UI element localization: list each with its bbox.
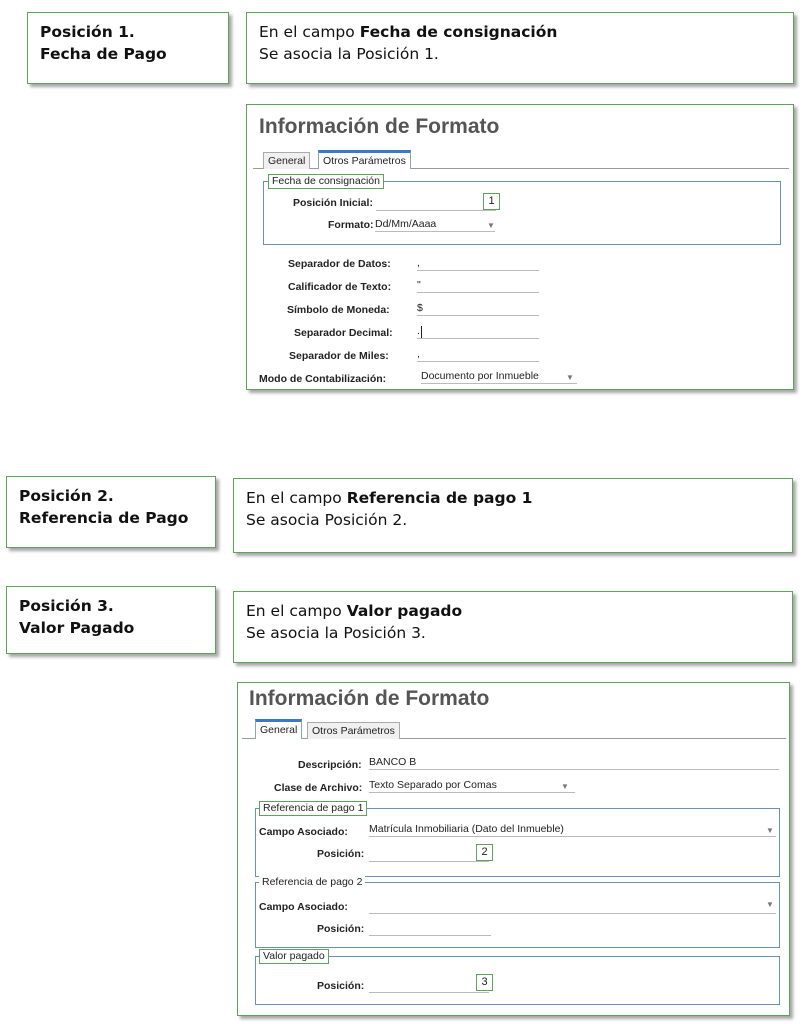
ref1-campo-label: Campo Asociado: <box>259 826 348 838</box>
step2-desc-field: Referencia de pago 1 <box>346 489 533 507</box>
fieldset-fecha-consignacion <box>263 181 781 245</box>
valor-posicion-label: Posición: <box>317 980 365 992</box>
position-badge-3: 3 <box>476 974 493 991</box>
step1-desc-field: Fecha de consignación <box>359 23 558 41</box>
step3-desc-field: Valor pagado <box>346 602 463 620</box>
step3-desc-box <box>233 591 793 663</box>
step2-desc-box <box>233 478 793 553</box>
step2-label <box>7 477 215 529</box>
step3-label-line2: Valor Pagado <box>19 619 135 637</box>
fieldset-referencia-pago-2 <box>255 882 780 948</box>
separador-decimal-input[interactable]: . <box>417 325 539 339</box>
step3-desc-line2: Se asocia la Posición 3. <box>246 624 426 642</box>
formato-select[interactable]: Dd/Mm/Aaaa <box>375 218 495 232</box>
step2-desc-line2: Se asocia Posición 2. <box>246 511 408 529</box>
ref2-posicion-label: Posición: <box>317 923 365 935</box>
chevron-down-icon[interactable]: ▼ <box>766 826 774 835</box>
panel2-title: Información de Formato <box>249 687 490 710</box>
chevron-down-icon[interactable]: ▼ <box>487 221 495 230</box>
step3-label <box>7 587 215 639</box>
step2-label-line2: Referencia de Pago <box>19 509 189 527</box>
simbolo-moneda-input[interactable]: $ <box>417 302 539 316</box>
position-badge-2: 2 <box>476 844 493 861</box>
ref1-campo-select[interactable]: Matrícula Inmobiliaria (Dato del Inmueble) <box>369 823 776 837</box>
chevron-down-icon[interactable]: ▼ <box>566 373 574 382</box>
format-panel-general <box>237 682 790 1016</box>
simbolo-moneda-label: Símbolo de Moneda: <box>287 304 390 316</box>
posicion-inicial-input[interactable] <box>376 197 496 211</box>
step1-label-line1: Posición 1. <box>40 23 135 41</box>
separador-miles-label: Separador de Miles: <box>289 350 389 362</box>
step2-desc-prefix: En el campo <box>246 489 347 507</box>
descripcion-label: Descripción: <box>298 759 362 771</box>
step1-desc <box>247 13 793 65</box>
separador-datos-label: Separador de Datos: <box>288 258 391 270</box>
fieldset-referencia-pago-1 <box>255 808 780 877</box>
panel1-title: Información de Formato <box>259 115 500 138</box>
step1-desc-box <box>246 12 794 84</box>
text-cursor <box>421 326 422 338</box>
tab-otros-parametros[interactable]: Otros Parámetros <box>307 722 400 739</box>
clase-archivo-select[interactable]: Texto Separado por Comas <box>369 779 575 793</box>
step1-desc-line2: Se asocia la Posición 1. <box>259 45 439 63</box>
ref2-campo-select[interactable] <box>369 900 776 914</box>
tab-general[interactable]: General <box>263 152 310 169</box>
posicion-inicial-label: Posición Inicial: <box>293 197 373 209</box>
step2-label-line1: Posición 2. <box>19 487 114 505</box>
step3-label-line1: Posición 3. <box>19 597 114 615</box>
legend-valor-pagado: Valor pagado <box>259 949 329 964</box>
step1-label-line2: Fecha de Pago <box>40 45 167 63</box>
descripcion-input[interactable]: BANCO B <box>369 756 779 770</box>
ref1-posicion-label: Posición: <box>317 848 365 860</box>
modo-contabilizacion-label: Modo de Contabilización: <box>259 373 387 385</box>
tab-general[interactable]: General <box>255 719 302 739</box>
step2-label-box <box>6 476 216 548</box>
formato-label: Formato: <box>328 219 374 231</box>
step1-desc-prefix: En el campo <box>259 23 360 41</box>
clase-archivo-label: Clase de Archivo: <box>274 782 363 794</box>
step1-label <box>28 13 228 65</box>
calificador-texto-input[interactable]: " <box>417 279 539 293</box>
ref2-campo-label: Campo Asociado: <box>259 901 348 913</box>
step1-label-box <box>27 12 229 84</box>
legend-fecha-consignacion: Fecha de consignación <box>268 174 384 189</box>
separador-datos-input[interactable]: , <box>417 257 539 271</box>
legend-referencia-pago-2: Referencia de pago 2 <box>259 876 365 889</box>
step3-desc-prefix: En el campo <box>246 602 347 620</box>
position-badge-1: 1 <box>483 193 500 210</box>
separador-miles-input[interactable]: , <box>417 348 539 362</box>
legend-referencia-pago-1: Referencia de pago 1 <box>259 801 367 816</box>
step3-label-box <box>6 586 216 654</box>
chevron-down-icon[interactable]: ▼ <box>766 900 774 909</box>
valor-posicion-input[interactable] <box>369 979 489 993</box>
chevron-down-icon[interactable]: ▼ <box>561 782 569 791</box>
format-panel-otros <box>246 104 794 390</box>
modo-contabilizacion-select[interactable]: Documento por Inmueble <box>421 370 577 384</box>
ref2-posicion-input[interactable] <box>369 922 491 936</box>
step2-desc <box>234 479 792 531</box>
tab-otros-parametros[interactable]: Otros Parámetros <box>318 150 411 169</box>
calificador-texto-label: Calificador de Texto: <box>288 281 392 293</box>
separador-decimal-label: Separador Decimal: <box>294 327 393 339</box>
ref1-posicion-input[interactable] <box>369 848 489 862</box>
step3-desc <box>234 592 792 644</box>
